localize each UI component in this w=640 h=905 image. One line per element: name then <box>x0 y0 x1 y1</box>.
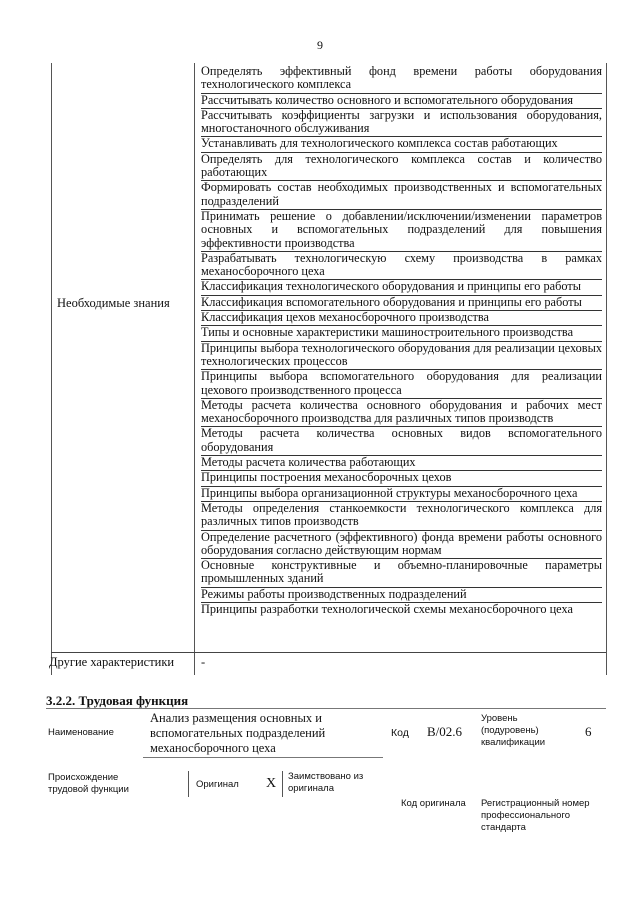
knowledge-items-list <box>201 65 602 617</box>
other-characteristics-label: Другие характеристики <box>49 655 175 669</box>
orig-code-label: Код оригинала <box>401 798 466 809</box>
section-title-underline <box>46 708 606 709</box>
origin-box-left <box>188 771 189 797</box>
list-item: Режимы работы производственных подразделений <box>201 588 602 603</box>
name-value: Анализ размещения основных и вспомогательных подразделений механосборочного цеха <box>150 711 326 755</box>
list-item: Определять для технологического комплекса состав и количество работающих <box>201 153 602 182</box>
origin-box-divider <box>282 771 283 797</box>
origin-label: Происхождение трудовой функции <box>48 772 129 795</box>
reg-number-label: Регистрационный номер профессионального стандарта <box>481 798 590 833</box>
list-item: Основные конструктивные и объемно-планировочные параметры промышленных зданий <box>201 559 602 588</box>
other-characteristics-value: - <box>201 655 206 669</box>
list-item: Принципы разработки технологической схемы механосборочного цеха <box>201 601 573 616</box>
list-item: Разрабатывать технологическую схему производства в рамках механосборочного цеха <box>201 252 602 281</box>
section-title: 3.2.2. Трудовая функция <box>46 693 189 708</box>
list-item: Принципы построения механосборочных цехов <box>201 471 602 486</box>
list-item: Определять эффективный фонд времени работы оборудования технологического комплекса <box>201 65 602 94</box>
list-item: Классификация вспомогательного оборудования и принципы его работы <box>201 296 602 311</box>
list-item: Методы расчета количества работающих <box>201 456 602 471</box>
list-item: Принципы выбора организационной структуры механосборочного цеха <box>201 487 602 502</box>
list-item: Определение расчетного (эффективного) фонда времени работы основного оборудования согласно действующим нормам <box>201 531 602 560</box>
table-row-divider <box>51 652 606 653</box>
code-label: Код <box>391 727 409 739</box>
knowledge-label: Необходимые знания <box>57 296 170 310</box>
list-item: Методы расчета количества основных видов вспомогательного оборудования <box>201 427 602 456</box>
list-item: Рассчитывать количество основного и вспомогательного оборудования <box>201 94 602 109</box>
original-label: Оригинал <box>196 779 239 790</box>
borrowed-label: Заимствовано из оригинала <box>288 771 364 794</box>
table-left-border <box>51 63 52 675</box>
table-column-divider <box>194 63 195 675</box>
list-item: Методы расчета количества основного оборудования и рабочих мест механосборочного производства для различных типов производств <box>201 399 602 428</box>
name-label: Наименование <box>48 727 114 738</box>
list-item: Принципы выбора технологического оборудования для реализации цеховых технологических процессов <box>201 342 602 371</box>
level-label: Уровень (подуровень) квалификации <box>481 713 546 748</box>
list-item: Принципы выбора вспомогательного оборудования для реализации цехового производственного процесса <box>201 370 602 399</box>
list-item: Классификация технологического оборудования и принципы его работы <box>201 280 602 295</box>
page-number: 9 <box>317 38 323 52</box>
table-right-border <box>606 63 607 675</box>
list-item: Формировать состав необходимых производственных и вспомогательных подразделений <box>201 181 602 210</box>
code-value: B/02.6 <box>427 724 463 739</box>
list-item: Типы и основные характеристики машиностроительного производства <box>201 326 602 341</box>
level-value: 6 <box>585 724 592 739</box>
name-value-underline <box>143 757 383 758</box>
list-item: Методы определения станкоемкости технологического комплекса для различных типов производств <box>201 502 602 531</box>
list-item: Устанавливать для технологического комплекса состав работающих <box>201 137 602 152</box>
list-item: Принимать решение о добавлении/исключении/изменении параметров основных и вспомогательных подразделений для повышения эффективности производства <box>201 210 602 252</box>
list-item: Классификация цехов механосборочного производства <box>201 311 602 326</box>
original-mark: X <box>266 776 277 791</box>
list-item: Рассчитывать коэффициенты загрузки и использования оборудования, многостаночного обслуживания <box>201 109 602 138</box>
